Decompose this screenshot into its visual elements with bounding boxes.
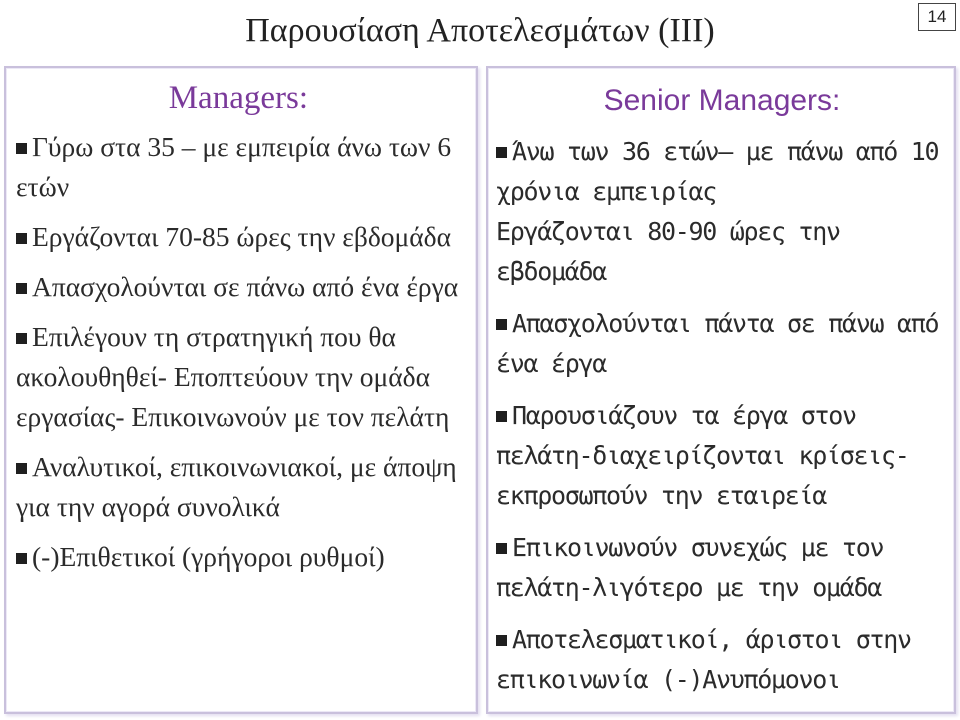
square-bullet-icon xyxy=(16,233,27,244)
list-item xyxy=(16,127,468,207)
list-item-text: Αναλυτικοί, επικοινωνιακοί, με άποψη για την αγορά συνολικά xyxy=(16,451,457,522)
managers-panel xyxy=(4,66,478,714)
list-item-text: Παρουσιάζουν τα έργα στον πελάτη-διαχειρίζονται κρίσεις-εκπροσωπούν την εταιρεία xyxy=(496,401,909,510)
square-bullet-icon xyxy=(16,553,27,564)
list-item xyxy=(16,447,468,527)
page-number: 14 xyxy=(918,3,956,31)
square-bullet-icon xyxy=(496,543,507,554)
square-bullet-icon xyxy=(16,283,27,294)
list-item xyxy=(16,217,468,257)
list-item-text: Αποτελεσματικοί, άριστοι στην επικοινωνία (-)Ανυπόμονοι xyxy=(496,625,911,694)
list-item-text: Γύρω στα 35 – με εμπειρία άνω των 6 ετών xyxy=(16,131,452,202)
list-item xyxy=(496,528,948,608)
square-bullet-icon xyxy=(16,333,27,344)
list-item xyxy=(496,396,948,516)
list-item-text: Απασχολούνται σε πάνω από ένα έργα xyxy=(32,271,459,302)
managers-heading: Managers: xyxy=(168,80,308,116)
list-item-continuation: Εργάζονται 80-90 ώρες την εβδομάδα xyxy=(496,217,840,286)
list-item xyxy=(16,317,468,437)
square-bullet-icon xyxy=(496,635,507,646)
list-item-text: Επικοινωνούν συνεχώς με τον πελάτη-λιγότερο με την ομάδα xyxy=(496,533,884,602)
list-item xyxy=(496,620,948,700)
list-item-text: Απασχολούνται πάντα σε πάνω από ένα έργα xyxy=(496,309,939,378)
list-item-text: (-)Επιθετικοί (γρήγοροι ρυθμοί) xyxy=(32,541,385,572)
square-bullet-icon xyxy=(16,463,27,474)
list-item-text: Άνω των 36 ετών– με πάνω από 10 χρόνια εμπειρίας xyxy=(496,137,939,206)
list-item-text: Επιλέγουν τη στρατηγική που θα ακολουθηθεί- Εποπτεύουν την ομάδα εργασίας- Επικοινωνούν με τον πελάτη xyxy=(16,321,450,432)
list-item xyxy=(496,132,948,292)
list-item xyxy=(496,304,948,384)
square-bullet-icon xyxy=(496,147,507,158)
senior-managers-heading: Senior Managers: xyxy=(603,84,841,117)
list-item xyxy=(16,537,468,577)
senior-managers-bullet-list xyxy=(496,132,948,700)
list-item xyxy=(16,267,468,307)
square-bullet-icon xyxy=(496,411,507,422)
square-bullet-icon xyxy=(496,319,507,330)
slide-title: Παρουσίαση Αποτελεσμάτων (ΙΙΙ) xyxy=(245,12,715,49)
list-item-text: Εργάζονται 70-85 ώρες την εβδομάδα xyxy=(32,221,452,252)
senior-managers-panel xyxy=(486,66,956,714)
managers-bullet-list xyxy=(16,127,468,577)
square-bullet-icon xyxy=(16,143,27,154)
